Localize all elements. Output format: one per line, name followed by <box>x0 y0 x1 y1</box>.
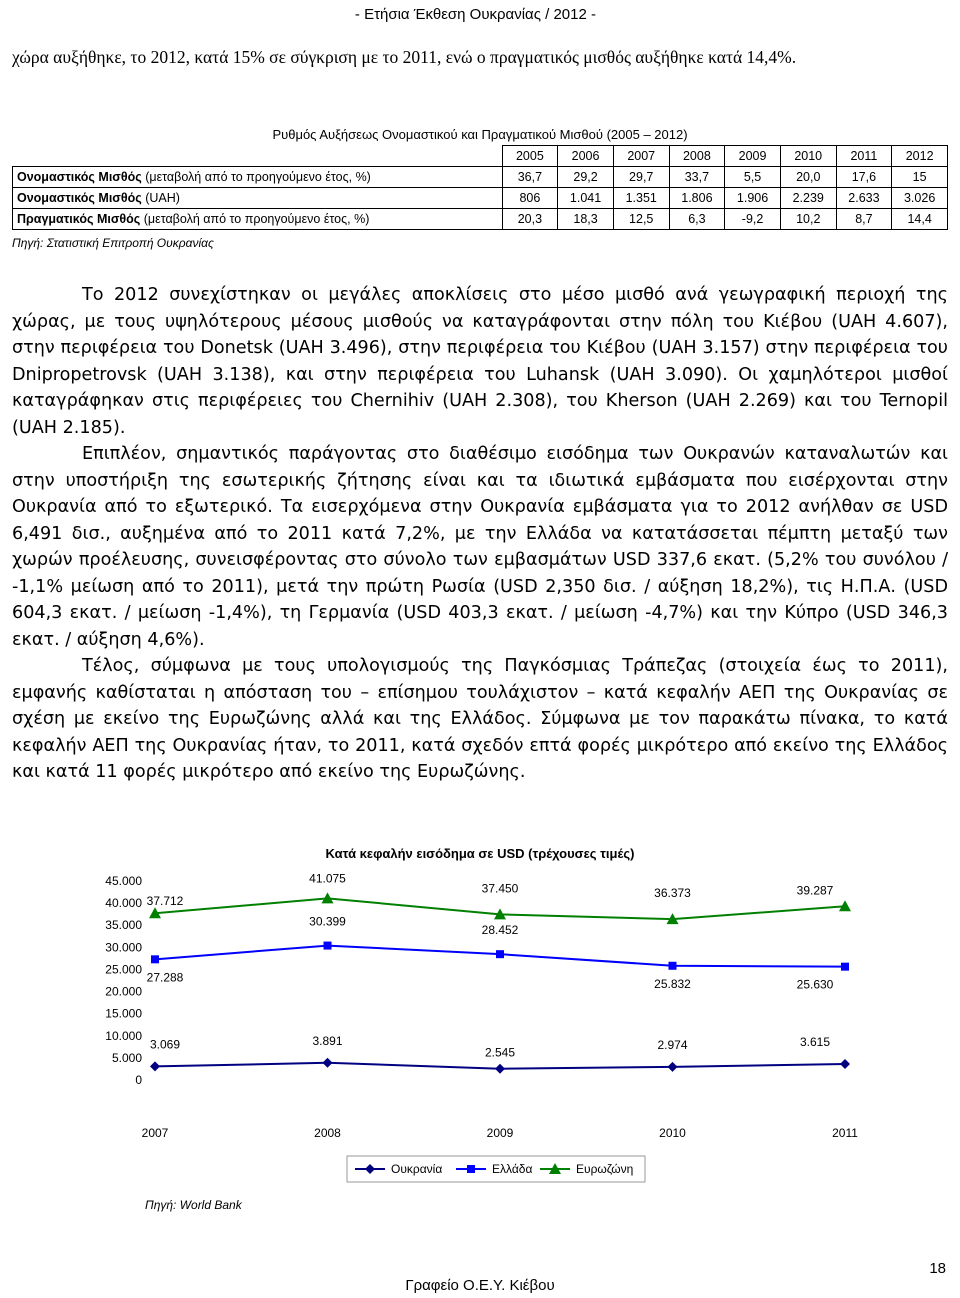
table-cell: 6,3 <box>669 209 725 230</box>
table-source: Πηγή: Στατιστική Επιτροπή Ουκρανίας <box>12 236 214 250</box>
y-tick-label: 35.000 <box>105 918 142 933</box>
table-row <box>13 167 948 188</box>
y-tick-label: 25.000 <box>105 962 142 977</box>
row-label: Ονομαστικός Μισθός (μεταβολή από το προηγούμενο έτος, %) <box>13 167 503 188</box>
table-cell: 12,5 <box>613 209 669 230</box>
data-point-marker <box>150 1061 160 1071</box>
data-point-marker <box>668 1062 678 1072</box>
y-tick-label: 5.000 <box>111 1050 142 1065</box>
table-cell: 29,7 <box>613 167 669 188</box>
data-label: 2.545 <box>484 1045 516 1060</box>
row-label: Πραγματικός Μισθός (μεταβολή από το προηγούμενο έτος, %) <box>13 209 503 230</box>
gdp-chart <box>0 836 960 1216</box>
wage-table <box>12 145 948 230</box>
table-cell: 8,7 <box>836 209 892 230</box>
table-cell: -9,2 <box>725 209 781 230</box>
data-point-marker <box>495 1064 505 1074</box>
y-tick-label: 10.000 <box>105 1028 142 1043</box>
data-point-marker <box>324 942 332 950</box>
table-cell: 20,0 <box>780 167 836 188</box>
data-label: 30.399 <box>309 914 346 929</box>
chart-title: Κατά κεφαλήν εισόδημα σε USD (τρέχουσες τιμές) <box>325 846 635 861</box>
table-cell: 29,2 <box>558 167 614 188</box>
x-tick-label: 2010 <box>659 1126 686 1140</box>
legend-label: Ελλάδα <box>492 1162 533 1176</box>
y-tick-label: 30.000 <box>105 940 142 955</box>
table-cell: 3.026 <box>892 188 948 209</box>
paragraph-gdp: Τέλος, σύμφωνα με τους υπολογισμούς της Παγκόσμιας Τράπεζας (στοιχεία έως το 2011), εμφανής καθίσταται η απόσταση του – επίσημου τουλάχιστον – κατά κεφαλήν ΑΕΠ της Ουκρανίας σε σχέση με εκείνο της Ευρωζώνης αλλά και της Ελλάδος. Σύμφωνα με τον παρακάτω πίνακα, το κατά κεφαλήν ΑΕΠ της Ουκρανίας ήταν, το 2011, κατά σχεδόν επτά φορές μικρότερο από εκείνο της Ελλάδος και κατά 11 φορές μικρότερο από εκείνο της Ευρωζώνης. <box>12 656 948 782</box>
data-label: 37.712 <box>146 894 184 909</box>
y-tick-label: 20.000 <box>105 984 142 999</box>
data-label: 39.287 <box>796 883 834 898</box>
y-tick-label: 0 <box>135 1073 142 1087</box>
y-tick-label: 15.000 <box>105 1006 142 1021</box>
year-header: 2006 <box>558 146 614 167</box>
body-text <box>12 282 948 786</box>
data-point-marker <box>840 1059 850 1069</box>
year-header: 2012 <box>892 146 948 167</box>
table-row <box>13 188 948 209</box>
table-cell: 20,3 <box>502 209 558 230</box>
table-cell: 5,5 <box>725 167 781 188</box>
running-header: - Ετήσια Έκθεση Ουκρανίας / 2012 - <box>354 6 596 23</box>
y-tick-label: 45.000 <box>105 874 142 888</box>
table-cell: 36,7 <box>502 167 558 188</box>
intro-paragraph: χώρα αυξήθηκε, το 2012, κατά 15% σε σύγκριση με το 2011, ενώ ο πραγματικός μισθός αυξήθηκε κατά 14,4%. <box>12 47 797 67</box>
table-title: Ρυθμός Αυξήσεως Ονομαστικού και Πραγματικού Μισθού (2005 – 2012) <box>272 127 688 142</box>
table-cell: 10,2 <box>780 209 836 230</box>
data-label: 2.974 <box>657 1037 688 1052</box>
data-label: 25.630 <box>796 977 834 992</box>
x-tick-label: 2011 <box>832 1126 858 1140</box>
footer: Γραφείο Ο.Ε.Υ. Κιέβου <box>405 1277 555 1294</box>
data-point-marker <box>151 955 159 963</box>
data-point-marker <box>323 1058 333 1068</box>
paragraph-wages-regions: Το 2012 συνεχίστηκαν οι μεγάλες αποκλίσεις στο μέσο μισθό ανά γεωγραφική περιοχή της χώρας, με τους υψηλότερους μέσους μισθούς να καταγράφονται στην πόλη του Κιέβου (UAH 4.607), στην περιφέρεια του Donetsk (UAH 3.496), στην περιφέρεια του Κιέβου (UAH 3.157) στην περιφέρεια του Dnipropetrovsk (UAH 3.138), και στην περιφέρεια του Luhansk (UAH 3.090). Οι χαμηλότεροι μισθοί καταγράφηκαν στις περιφέρειες του Chernihiv (UAH 2.308), του Kherson (UAH 2.269) και του Ternopil (UAH 2.185). <box>12 285 948 438</box>
table-cell: 17,6 <box>836 167 892 188</box>
data-label: 25.832 <box>654 976 691 991</box>
year-header: 2005 <box>502 146 558 167</box>
x-tick-label: 2008 <box>314 1126 341 1140</box>
table-cell: 1.041 <box>558 188 614 209</box>
data-label: 28.452 <box>481 923 519 938</box>
data-point-marker <box>467 1165 475 1173</box>
table-cell: 1.806 <box>669 188 725 209</box>
data-label: 41.075 <box>309 871 346 886</box>
x-tick-label: 2009 <box>486 1126 514 1140</box>
chart-source: Πηγή: World Bank <box>145 1198 242 1212</box>
year-header: 2011 <box>836 146 892 167</box>
table-cell: 806 <box>502 188 558 209</box>
data-label: 37.450 <box>481 881 519 896</box>
table-header-row <box>13 146 948 167</box>
data-point-marker <box>365 1164 375 1174</box>
data-point-marker <box>841 963 849 971</box>
table-cell: 1.906 <box>725 188 781 209</box>
table-cell: 1.351 <box>613 188 669 209</box>
year-header: 2008 <box>669 146 725 167</box>
data-point-marker <box>669 962 677 970</box>
table-row <box>13 209 948 230</box>
y-tick-label: 40.000 <box>105 896 142 911</box>
year-header: 2007 <box>613 146 669 167</box>
table-cell: 2.239 <box>780 188 836 209</box>
year-header: 2009 <box>725 146 781 167</box>
year-header: 2010 <box>780 146 836 167</box>
page-number: 18 <box>929 1260 946 1277</box>
legend-label: Ουκρανία <box>391 1162 443 1176</box>
gdp-chart-svg <box>0 836 960 1216</box>
paragraph-remittances: Επιπλέον, σημαντικός παράγοντας στο διαθέσιμο εισόδημα των Ουκρανών καταναλωτών και στην υποστήριξη της εσωτερικής ζήτησης είναι και τα ιδιωτικά εμβάσματα που εισέρχονται στην Ουκρανία από το εξωτερικό. Τα εισερχόμενα στην Ουκρανία εμβάσματα για το 2012 ανήλθαν σε USD 6,491 δισ., αυξημένα από το 2011 κατά 7,2%, με την Ελλάδα να κατατάσσεται πέμπτη μεταξύ των χωρών προέλευσης, συνεισφέροντας στο σύνολο των εμβασμάτων USD 337,6 εκατ. (5,2% του συνόλου / -1,1% μείωση από το 2011), μετά την πρώτη Ρωσία (USD 2,350 δισ. / αύξηση 18,2%), τις Η.Π.Α. (USD 604,3 εκατ. / μείωση -1,4%), τη Γερμανία (USD 403,3 εκατ. / μείωση -4,7%) και την Κύπρο (USD 346,3 εκατ. / αύξηση 4,6%). <box>12 444 948 650</box>
table-cell: 2.633 <box>836 188 892 209</box>
row-label: Ονομαστικός Μισθός (UAH) <box>13 188 503 209</box>
data-label: 27.288 <box>146 970 184 985</box>
table-cell: 18,3 <box>558 209 614 230</box>
data-label: 3.069 <box>149 1037 181 1052</box>
table-cell: 15 <box>892 167 948 188</box>
data-label: 3.891 <box>312 1033 343 1048</box>
table-corner <box>13 146 503 167</box>
data-point-marker <box>496 950 504 958</box>
table-cell: 14,4 <box>892 209 948 230</box>
x-tick-label: 2007 <box>141 1126 169 1140</box>
data-label: 36.373 <box>654 886 691 901</box>
table-cell: 33,7 <box>669 167 725 188</box>
data-label: 3.615 <box>799 1035 831 1050</box>
legend-label: Ευρωζώνη <box>576 1162 634 1176</box>
